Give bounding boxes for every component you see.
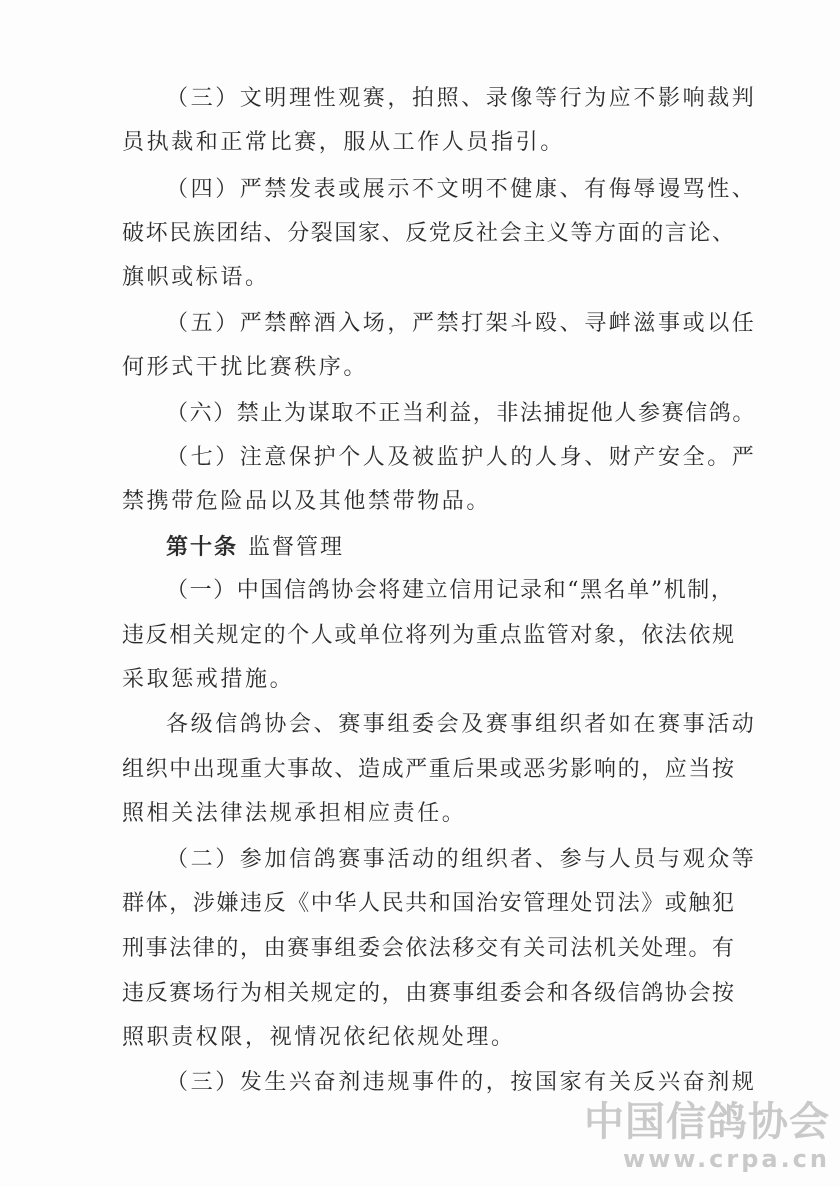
paragraph-line: （三）发生兴奋剂违规事件的，按国家有关反兴奋剂规 — [166, 1070, 757, 1095]
paragraph-line: 违反相关规定的个人或单位将列为重点监管对象，依法依规 — [122, 623, 736, 648]
paragraph-line: （三）文明理性观赛，拍照、录像等行为应不影响裁判 — [166, 86, 757, 111]
article-title: 监督管理 — [248, 535, 345, 560]
paragraph-line: 各级信鸽协会、赛事组委会及赛事组织者如在赛事活动 — [166, 712, 757, 737]
watermark-name: 中国信鸽协会 — [584, 1099, 830, 1145]
paragraph-line: 破坏民族团结、分裂国家、反党反社会主义等方面的言论、 — [122, 221, 736, 246]
paragraph-line: （六）禁止为谋取不正当利益，非法捕捉他人参赛信鸽。 — [166, 401, 757, 426]
paragraph-line: 照相关法律法规承担相应责任。 — [122, 801, 467, 826]
paragraph-line: （二）参加信鸽赛事活动的组织者、参与人员与观众等 — [166, 847, 757, 872]
article-number: 第十条 — [166, 534, 239, 560]
paragraph-line: 禁携带危险品以及其他禁带物品。 — [122, 489, 492, 514]
paragraph-line: 组织中出现重大事故、造成严重后果或恶劣影响的，应当按 — [122, 757, 736, 782]
paragraph-line: 群体，涉嫌违反《中华人民共和国治安管理处罚法》或触犯 — [122, 891, 736, 916]
paragraph-line: 刑事法律的，由赛事组委会依法移交有关司法机关处理。有 — [122, 936, 736, 961]
article-heading — [166, 532, 344, 563]
paragraph-line: 违反赛场行为相关规定的，由赛事组委会和各级信鸽协会按 — [122, 981, 736, 1006]
watermark — [584, 1099, 830, 1173]
paragraph-line: （四）严禁发表或展示不文明不健康、有侮辱谩骂性、 — [166, 177, 757, 202]
paragraph-line: 采取惩戒措施。 — [122, 667, 295, 692]
paragraph-line: （五）严禁醉酒入场，严禁打架斗殴、寻衅滋事或以任 — [166, 311, 757, 336]
paragraph-line: 照职责权限，视情况依纪依规处理。 — [122, 1025, 516, 1050]
paragraph-line: 何形式干扰比赛秩序。 — [122, 355, 369, 380]
paragraph-line: （一）中国信鸽协会将建立信用记录和“黑名单”机制， — [166, 578, 735, 603]
paragraph-line: 旗帜或标语。 — [122, 265, 270, 290]
paragraph-line: 员执裁和正常比赛，服从工作人员指引。 — [122, 130, 565, 155]
watermark-url: www.crpa.cn — [623, 1145, 830, 1173]
paragraph-line: （七）注意保护个人及被监护人的人身、财产安全。严 — [166, 445, 757, 470]
